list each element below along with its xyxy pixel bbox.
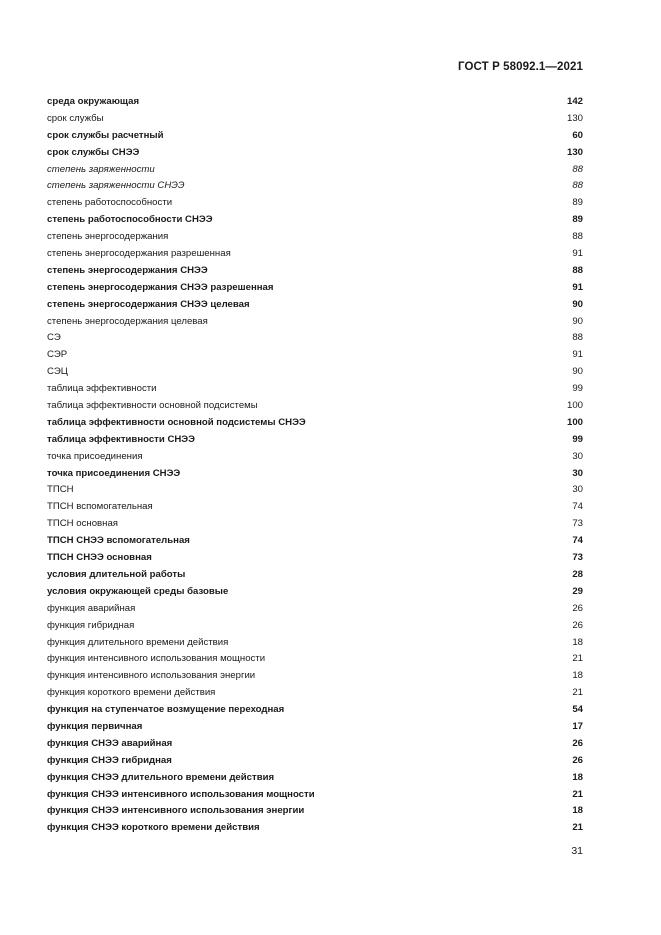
index-page-ref: 17 <box>572 720 583 732</box>
index-page-ref: 30 <box>572 450 583 462</box>
index-page-ref: 18 <box>572 670 583 682</box>
index-term: функция интенсивного использования энергии <box>47 670 256 682</box>
index-term: функция СНЭЭ длительного времени действия <box>47 771 275 783</box>
index-term: среда окружающая <box>47 96 140 107</box>
document-header-standard: ГОСТ Р 58092.1—2021 <box>458 61 583 73</box>
index-entry <box>47 178 583 195</box>
index-term: точка присоединения <box>47 450 143 462</box>
index-entry <box>47 482 583 499</box>
index-term: функция длительного времени действия <box>47 636 229 648</box>
index-entry <box>47 297 583 314</box>
index-entry <box>47 263 583 280</box>
index-page-ref: 18 <box>572 636 583 648</box>
index-entry <box>47 736 583 753</box>
index-entry <box>47 601 583 618</box>
index-term: функция аварийная <box>47 602 136 614</box>
index-entry <box>47 584 583 601</box>
index-term: ТПСН вспомогательная <box>47 501 153 513</box>
index-page-ref: 90 <box>572 298 583 310</box>
index-term: таблица эффективности основной подсистемы <box>47 400 258 412</box>
index-term: условия окружающей среды базовые <box>47 585 229 597</box>
index-entry <box>47 398 583 415</box>
index-term: степень энергосодержания СНЭЭ целевая <box>47 298 250 310</box>
index-term: таблица эффективности основной подсистемы СНЭЭ <box>47 416 306 428</box>
index-term: степень энергосодержания <box>47 231 169 243</box>
index-page-ref: 30 <box>572 484 583 496</box>
index-term: функция СНЭЭ интенсивного использования энергии <box>47 805 305 817</box>
index-term: условия длительной работы <box>47 568 186 580</box>
index-page-ref: 88 <box>572 231 583 243</box>
index-entry <box>47 246 583 263</box>
index-entry <box>47 347 583 364</box>
index-page-ref: 100 <box>566 400 583 412</box>
index-page-ref: 29 <box>572 585 583 597</box>
index-term: степень энергосодержания целевая <box>47 315 208 327</box>
index-term: функция СНЭЭ интенсивного использования мощности <box>47 788 315 800</box>
index-entry <box>47 770 583 787</box>
index-entry <box>47 618 583 635</box>
index-term: функция первичная <box>47 720 143 732</box>
page-number: 31 <box>571 845 583 857</box>
index-entry <box>47 516 583 533</box>
index-term: ТПСН основная <box>47 518 118 530</box>
index-page-ref: 88 <box>572 163 583 175</box>
index-page-ref: 100 <box>566 416 583 428</box>
index-page-ref: 99 <box>572 383 583 395</box>
index-page-ref: 73 <box>572 518 583 530</box>
index-page-ref: 21 <box>572 822 583 834</box>
index-entry <box>47 330 583 347</box>
index-entry <box>47 111 583 128</box>
index-page-ref: 26 <box>572 602 583 614</box>
index-page-ref: 21 <box>572 653 583 665</box>
index-page-ref: 89 <box>572 214 583 226</box>
index-page-ref: 74 <box>572 501 583 513</box>
index-term: ТПСН <box>47 484 74 496</box>
index-entry <box>47 499 583 516</box>
index-page-ref: 73 <box>572 552 583 564</box>
index-page-ref: 21 <box>572 788 583 800</box>
index-page-ref: 91 <box>572 349 583 361</box>
index-entry <box>47 195 583 212</box>
index-term: степень работоспособности <box>47 197 173 209</box>
index-page-ref: 130 <box>566 112 583 124</box>
index-entry <box>47 651 583 668</box>
index-term: степень заряженности <box>47 163 155 175</box>
index-term: функция СНЭЭ гибридная <box>47 754 172 766</box>
index-entry <box>47 787 583 804</box>
index-entry <box>47 820 583 837</box>
index-page-ref: 89 <box>572 197 583 209</box>
index-term: степень работоспособности СНЭЭ <box>47 214 213 226</box>
index-entry <box>47 415 583 432</box>
index-term: таблица эффективности <box>47 383 157 395</box>
index-term: ТПСН СНЭЭ вспомогательная <box>47 535 190 547</box>
index-page-ref: 60 <box>572 129 583 141</box>
index-page-ref: 91 <box>572 248 583 260</box>
index-term: степень энергосодержания разрешенная <box>47 248 231 260</box>
index-page-ref: 90 <box>572 315 583 327</box>
index-term: срок службы расчетный <box>47 129 164 141</box>
index-term: степень энергосодержания СНЭЭ разрешенная <box>47 281 274 293</box>
index-term: функция СНЭЭ аварийная <box>47 737 173 749</box>
index-entry <box>47 635 583 652</box>
index-entry <box>47 567 583 584</box>
index-entry <box>47 314 583 331</box>
index-entry <box>47 212 583 229</box>
index-entry <box>47 702 583 719</box>
index-term: функция интенсивного использования мощности <box>47 653 266 665</box>
index-page-ref: 21 <box>572 687 583 699</box>
index-entry <box>47 162 583 179</box>
index-entry <box>47 685 583 702</box>
index-page-ref: 26 <box>572 754 583 766</box>
index-entry <box>47 668 583 685</box>
index-page-ref: 54 <box>572 704 583 716</box>
index-term: функция короткого времени действия <box>47 687 216 699</box>
index-entry <box>47 280 583 297</box>
index-entry <box>47 94 583 111</box>
index-page-ref: 74 <box>572 535 583 547</box>
alphabetical-index <box>47 94 583 837</box>
index-page-ref: 90 <box>572 366 583 378</box>
index-page-ref: 91 <box>572 281 583 293</box>
index-entry <box>47 550 583 567</box>
index-term: функция гибридная <box>47 619 135 631</box>
index-entry <box>47 145 583 162</box>
index-page-ref: 88 <box>572 332 583 344</box>
index-entry <box>47 719 583 736</box>
index-page-ref: 26 <box>572 737 583 749</box>
index-term: СЭ <box>47 332 61 344</box>
index-entry <box>47 381 583 398</box>
index-page-ref: 26 <box>572 619 583 631</box>
index-term: функция на ступенчатое возмущение переходная <box>47 704 285 716</box>
index-term: функция СНЭЭ короткого времени действия <box>47 822 260 834</box>
index-term: срок службы СНЭЭ <box>47 146 140 158</box>
index-page-ref: 18 <box>572 771 583 783</box>
index-entry <box>47 803 583 820</box>
index-entry <box>47 229 583 246</box>
index-page-ref: 88 <box>572 180 583 192</box>
index-term: СЭР <box>47 349 68 361</box>
index-entry <box>47 432 583 449</box>
index-page-ref: 88 <box>572 264 583 276</box>
index-page-ref: 18 <box>572 805 583 817</box>
index-term: степень заряженности СНЭЭ <box>47 180 185 192</box>
index-term: срок службы <box>47 112 104 124</box>
index-entry <box>47 466 583 483</box>
index-entry <box>47 753 583 770</box>
index-page-ref: 30 <box>572 467 583 479</box>
index-page-ref: 28 <box>572 568 583 580</box>
index-page-ref: 99 <box>572 433 583 445</box>
index-entry <box>47 533 583 550</box>
index-term: точка присоединения СНЭЭ <box>47 467 181 479</box>
index-term: ТПСН СНЭЭ основная <box>47 552 152 564</box>
index-page-ref: 142 <box>566 96 583 107</box>
index-entry <box>47 128 583 145</box>
index-page-ref: 130 <box>566 146 583 158</box>
index-term: таблица эффективности СНЭЭ <box>47 433 195 445</box>
index-term: СЭЦ <box>47 366 68 378</box>
index-entry <box>47 364 583 381</box>
index-entry <box>47 449 583 466</box>
index-term: степень энергосодержания СНЭЭ <box>47 264 208 276</box>
